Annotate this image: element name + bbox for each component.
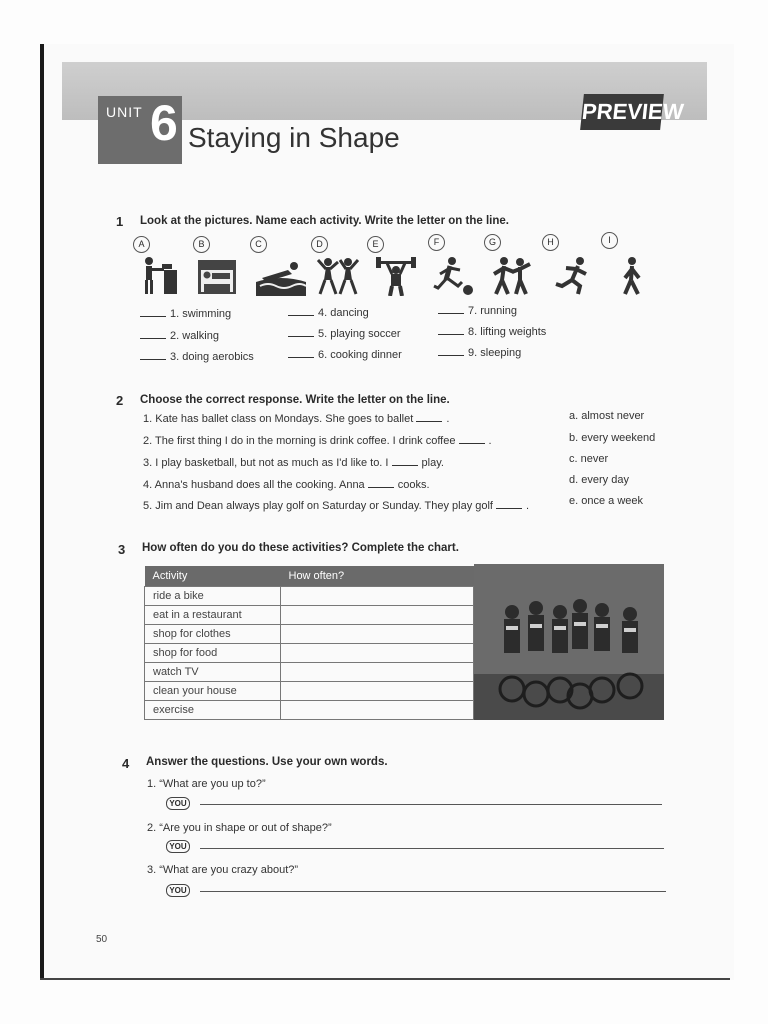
q4-instruction: Answer the questions. Use your own words. <box>146 756 388 768</box>
chart-header-how-often: How often? <box>281 566 474 587</box>
picture-letter-i: I <box>601 232 618 249</box>
activity-cell: shop for clothes <box>145 625 281 644</box>
q1-item-4: 4. dancing <box>288 307 369 319</box>
weightlifting-pictogram <box>374 256 418 296</box>
how-often-cell[interactable] <box>281 644 474 663</box>
answer-blank[interactable] <box>288 336 314 337</box>
page-bottom-edge <box>40 978 730 980</box>
activity-cell: watch TV <box>145 663 281 682</box>
how-often-cell[interactable] <box>281 606 474 625</box>
q2-sentence-4: 4. Anna's husband does all the cooking. Anna cooks. <box>143 479 430 491</box>
q2-sentence-2: 2. The first thing I do in the morning is drink coffee. I drink coffee . <box>143 435 492 447</box>
q1-item-5: 5. playing soccer <box>288 328 401 340</box>
picture-letter-a: A <box>133 236 150 253</box>
answer-line[interactable] <box>200 804 662 805</box>
q2-option-d: d. every day <box>569 474 629 486</box>
answer-blank[interactable] <box>496 508 522 509</box>
q1-item-9: 9. sleeping <box>438 347 521 359</box>
aerobics-pictogram <box>316 256 360 296</box>
table-row <box>145 682 474 701</box>
q1-instruction: Look at the pictures. Name each activity. Write the letter on the line. <box>140 215 509 227</box>
running-pictogram <box>554 256 592 296</box>
q4-question-1: 1. “What are you up to?” <box>147 778 266 790</box>
q4-question-3: 3. “What are you crazy about?” <box>147 864 299 876</box>
picture-letter-d: D <box>311 236 328 253</box>
answer-blank[interactable] <box>459 443 485 444</box>
q2-sentence-5: 5. Jim and Dean always play golf on Saturday or Sunday. They play golf . <box>143 500 530 512</box>
sleeping-pictogram <box>198 256 236 296</box>
q3-instruction: How often do you do these activities? Complete the chart. <box>142 542 459 554</box>
answer-line[interactable] <box>200 848 664 849</box>
q2-option-a: a. almost never <box>569 410 645 422</box>
q2-number: 2 <box>116 393 124 408</box>
activity-chart <box>144 566 474 720</box>
chart-header-activity: Activity <box>145 566 281 587</box>
q2-instruction: Choose the correct response. Write the letter on the line. <box>140 394 450 406</box>
answer-blank[interactable] <box>438 334 464 335</box>
answer-blank[interactable] <box>140 359 166 360</box>
answer-blank[interactable] <box>288 357 314 358</box>
q1-item-3: 3. doing aerobics <box>140 351 254 363</box>
you-tag: YOU <box>166 884 190 897</box>
answer-blank[interactable] <box>140 316 166 317</box>
activity-cell: clean your house <box>145 682 281 701</box>
answer-blank[interactable] <box>288 315 314 316</box>
activity-cell: eat in a restaurant <box>145 606 281 625</box>
workbook-page <box>44 44 734 980</box>
picture-letter-f: F <box>428 234 445 251</box>
answer-blank[interactable] <box>416 421 442 422</box>
q4-question-2: 2. “Are you in shape or out of shape?” <box>147 822 332 834</box>
q2-sentence-3: 3. I play basketball, but not as much as I'd like to. I play. <box>143 457 444 469</box>
table-row <box>145 701 474 720</box>
table-row <box>145 663 474 682</box>
picture-letter-h: H <box>542 234 559 251</box>
how-often-cell[interactable] <box>281 587 474 606</box>
answer-blank[interactable] <box>368 487 394 488</box>
activity-cell: ride a bike <box>145 587 281 606</box>
unit-number: 6 <box>150 95 178 151</box>
how-often-cell[interactable] <box>281 663 474 682</box>
q4-number: 4 <box>122 756 130 771</box>
q1-number: 1 <box>116 214 124 229</box>
activity-cell: exercise <box>145 701 281 720</box>
picture-letter-e: E <box>367 236 384 253</box>
q1-item-7: 7. running <box>438 305 517 317</box>
walking-pictogram <box>614 256 652 296</box>
how-often-cell[interactable] <box>281 701 474 720</box>
answer-line[interactable] <box>200 891 666 892</box>
q3-number: 3 <box>118 542 126 557</box>
dancing-pictogram <box>490 256 534 296</box>
q2-option-e: e. once a week <box>569 495 644 507</box>
picture-letter-b: B <box>193 236 210 253</box>
table-row <box>145 625 474 644</box>
q2-option-c: c. never <box>569 453 609 465</box>
unit-label: UNIT <box>106 104 143 120</box>
you-tag: YOU <box>166 797 190 810</box>
answer-blank[interactable] <box>140 338 166 339</box>
q2-option-b: b. every weekend <box>569 432 656 444</box>
table-row <box>145 644 474 663</box>
q1-item-6: 6. cooking dinner <box>288 349 402 361</box>
activity-cell: shop for food <box>145 644 281 663</box>
page-edge <box>40 44 44 980</box>
unit-badge <box>98 96 182 164</box>
you-tag: YOU <box>166 840 190 853</box>
swimming-pictogram <box>256 256 306 296</box>
picture-letter-g: G <box>484 234 501 251</box>
q2-sentence-1: 1. Kate has ballet class on Mondays. She goes to ballet . <box>143 413 450 425</box>
chart-header-row <box>145 566 474 587</box>
how-often-cell[interactable] <box>281 682 474 701</box>
q1-item-1: 1. swimming <box>140 308 231 320</box>
picture-letter-c: C <box>250 236 267 253</box>
soccer-pictogram <box>432 256 476 296</box>
q1-item-2: 2. walking <box>140 330 219 342</box>
answer-blank[interactable] <box>438 355 464 356</box>
answer-blank[interactable] <box>438 313 464 314</box>
page-title: Staying in Shape <box>188 122 400 153</box>
answer-blank[interactable] <box>392 465 418 466</box>
how-often-cell[interactable] <box>281 625 474 644</box>
cooking-pictogram <box>140 256 178 296</box>
preview-badge: PREVIEW <box>580 94 664 130</box>
cyclists-photo <box>474 564 664 720</box>
page-number: 50 <box>96 934 108 945</box>
table-row <box>145 587 474 606</box>
q1-item-8: 8. lifting weights <box>438 326 546 338</box>
table-row <box>145 606 474 625</box>
